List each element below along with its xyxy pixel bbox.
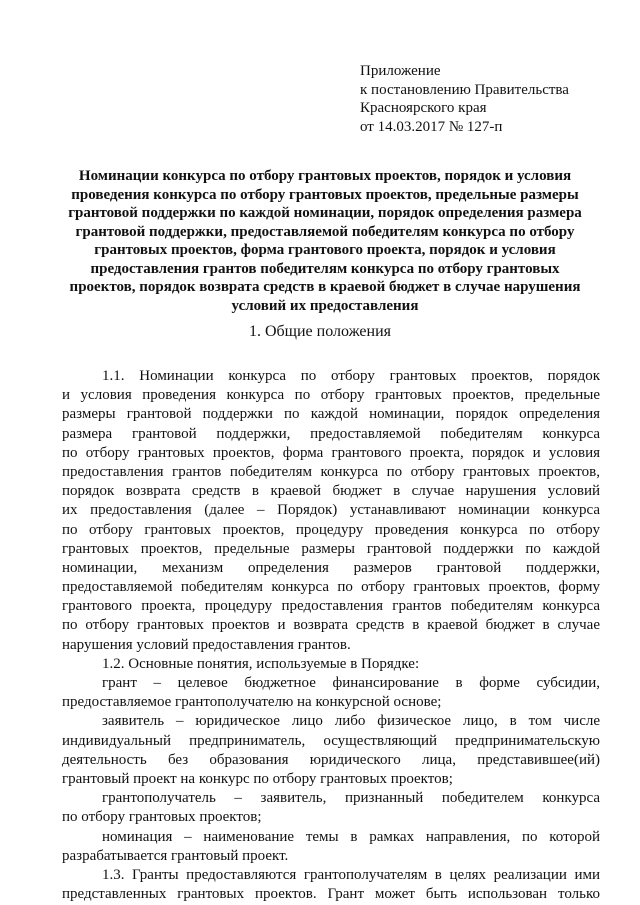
appendix-line: Приложение [360,63,441,79]
body-line: нарушения условий предоставления грантов. [62,636,351,653]
body-line: индивидуальный предприниматель, осуществляющий предпринимательскую [62,732,600,749]
title-line: грантовой поддержки по каждой номинации, порядок определения размера [68,205,582,221]
body-line: размера грантовой поддержки, предоставляемой победителям конкурса [62,425,600,442]
body-line: заявитель – юридическое лицо либо физическое лицо, в том числе [102,713,600,730]
body-line: номинация – наименование темы в рамках направления, по которой [102,828,600,845]
body-line: по отбору грантовых проектов и возврата средств в краевой бюджет в случае [62,617,600,634]
body-line: грантополучатель – заявитель, признанный победителем конкурса [102,790,600,807]
appendix-line: к постановлению Правительства [360,81,569,98]
body-text [62,367,600,904]
title-line: проектов, порядок возврата средств в краевой бюджет в случае нарушения [69,279,581,295]
body-line: размеры грантовой поддержки по каждой номинации, порядок определения [62,406,600,423]
document-title [62,167,588,315]
title-line: Номинации конкурса по отбору грантовых проектов, порядок и условия [78,168,572,184]
body-line: представленных грантовых проектов. Грант может быть использован только [62,886,600,903]
body-line: разрабатывается грантовый проект. [62,847,289,864]
body-line: грант – целевое бюджетное финансирование в форме субсидии, [102,675,600,691]
title-line: предоставления грантов победителям конкурса по отбору грантовых [90,260,560,277]
body-line: предоставляемое грантополучателю на конкурсной основе; [62,694,442,711]
body-line: номинации, механизм определения размеров грантовой поддержки, [62,559,600,576]
title-line: условий их предоставления [231,297,419,314]
title-line: проведения конкурса по отбору грантовых проектов, предельные размеры [71,186,579,203]
body-line: и условия проведения конкурса по отбору грантовых проектов, предельные [62,387,600,404]
title-line: грантовых проектов, форма грантового проекта, порядок и условия [94,242,556,258]
body-line: 1.3. Гранты предоставляются грантополучателям в целях реализации ими [102,866,600,883]
body-line: предоставления грантов победителям конкурса по отбору грантовых проектов, [62,463,600,480]
appendix-header [360,62,569,136]
body-line: грантовый проект на конкурс по отбору грантовых проектов; [62,770,453,787]
section-heading: 1. Общие положения [248,323,392,340]
title-line: грантовой поддержки, предоставляемой победителям конкурса по отбору [75,223,575,240]
body-line: их предоставления (далее – Порядок) устанавливают номинации конкурса [62,502,600,519]
body-line: деятельность без образования юридического лица, представившее(ий) [62,751,600,768]
appendix-date-line: от 14.03.2017 № 127-п [360,118,503,135]
body-line: по отбору грантовых проектов, процедуру проведения конкурса по отбору [62,521,600,538]
body-line: 1.2. Основные понятия, используемые в Порядке: [102,655,420,672]
body-line: предоставляемой победителям конкурса по отбору грантовых проектов, форму [62,579,600,596]
appendix-line: Красноярского края [360,100,487,116]
body-line: грантового проекта, процедуру предоставления грантов победителям конкурса [62,598,600,615]
body-line: 1.1. Номинации конкурса по отбору грантовых проектов, порядок [102,368,600,384]
body-line: по отбору грантовых проектов; [62,809,262,826]
body-line: порядок возврата средств в краевой бюджет в случае нарушения условий [62,483,600,500]
body-line: по отбору грантовых проектов, форма грантового проекта, порядок и условия [62,444,600,461]
body-line: грантовых проектов, предельные размеры грантовой поддержки по каждой [62,540,600,557]
